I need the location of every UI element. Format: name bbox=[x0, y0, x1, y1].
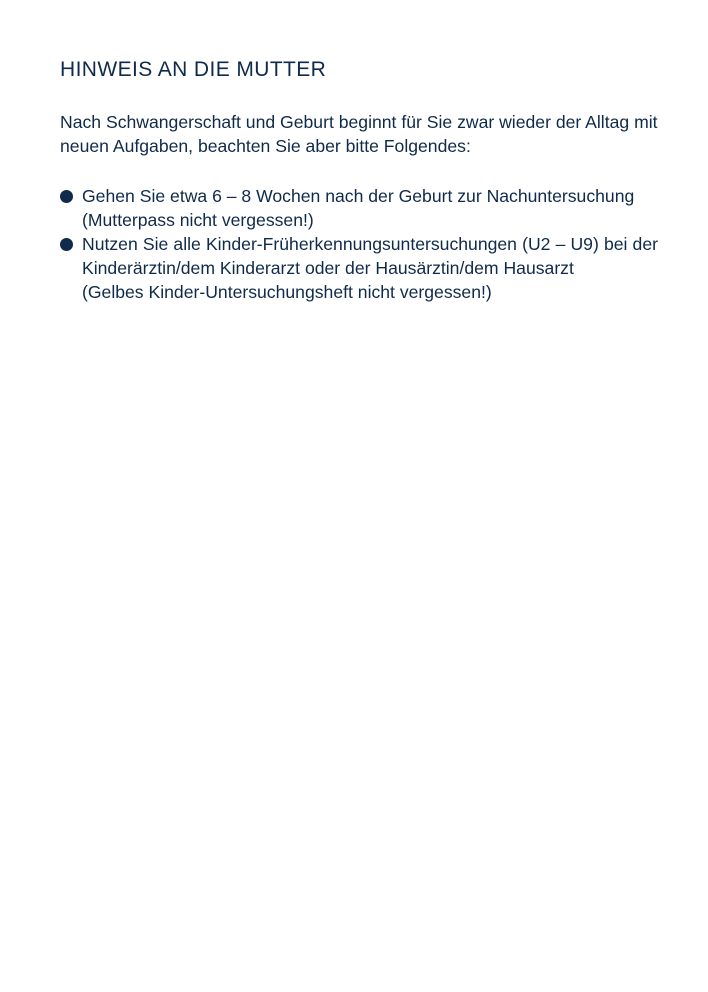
page-title: HINWEIS AN DIE MUTTER bbox=[60, 58, 327, 81]
advice-list bbox=[60, 184, 658, 304]
list-item-text: Gehen Sie etwa 6 – 8 Wochen nach der Geburt zur Nachuntersuchung bbox=[82, 186, 635, 206]
intro-paragraph: Nach Schwangerschaft und Geburt beginnt für Sie zwar wieder der Alltag mit neuen Aufgaben, beachten Sie aber bitte Folgendes: bbox=[60, 112, 658, 156]
list-item bbox=[60, 184, 658, 232]
list-item-text: Nutzen Sie alle Kinder-Früherkennungsuntersuchungen (U2 – U9) bei der Kinderärztin/dem Kinderarzt oder der Hausärztin/dem Hausarzt bbox=[82, 234, 658, 278]
bullet-icon bbox=[60, 190, 73, 203]
document-page bbox=[60, 56, 658, 304]
list-item-note: (Gelbes Kinder-Untersuchungsheft nicht vergessen!) bbox=[82, 282, 492, 302]
list-item-note: (Mutterpass nicht vergessen!) bbox=[82, 210, 314, 230]
bullet-icon bbox=[60, 238, 73, 251]
list-item bbox=[60, 232, 658, 304]
